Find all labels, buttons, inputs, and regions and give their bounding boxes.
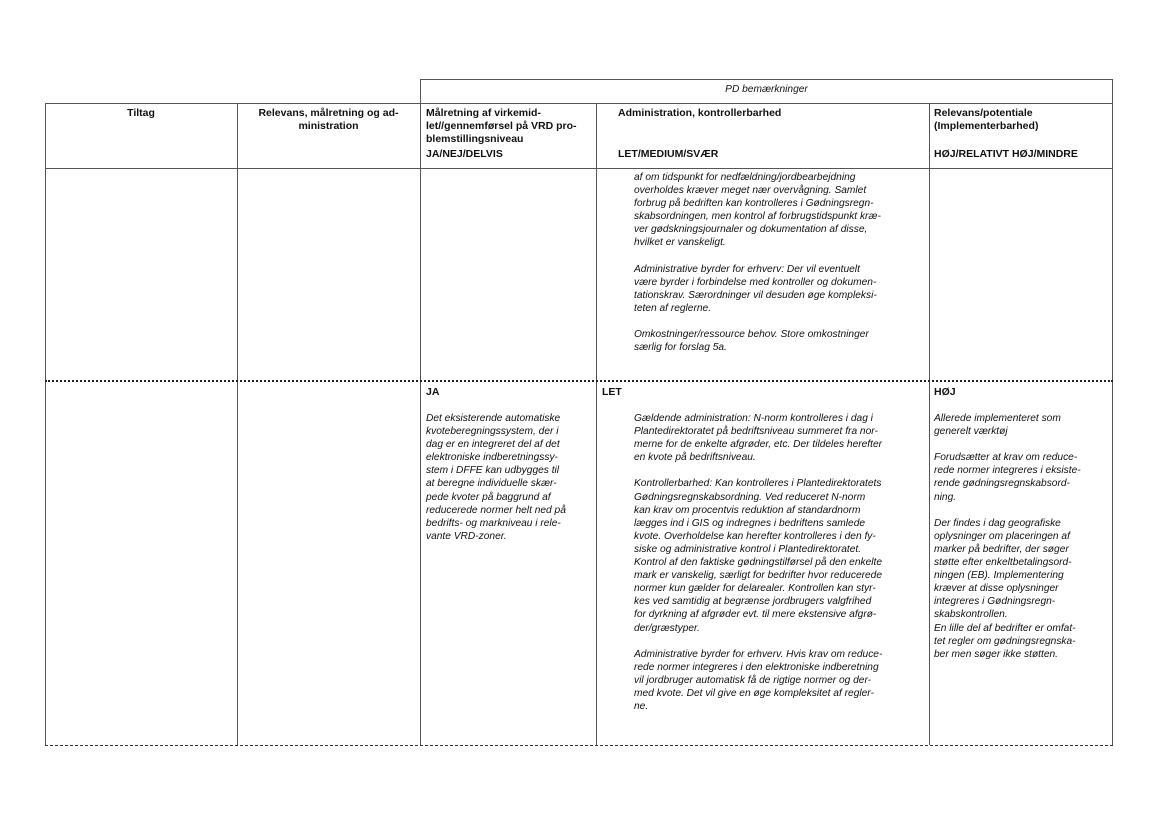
column-header-administration: Administration, kontrollerbarhed [618,107,782,119]
row1-administration-text: af om tidspunkt for nedfældning/jordbearbejdning overholdes kræver meget nær overvågning. Samlet forbrug på bedriften kan kontrolleres i Gødningsregn- skabsordningen, men kontrol af forbrugstidspunkt kræ- ver gødskningsjournaler og dokumentation af disse, hvilket er vanskeligt. Administrative byrder for erhverv: Der vil eventuelt være byrder i forbindelse med kontroller og dokumen- tationskrav. Særordninger vil desuden øge kompleksi- teten af reglerne. Omkostninger/ressource behov. Store omkostninger særlig for forslag 5a. [634,172,881,354]
table-left-border [45,103,46,745]
column-header-potentiale-scale: HØJ/RELATIVT HØJ/MINDRE [934,148,1078,160]
column-header-maalretning: Målretning af virkemid- let//gennemførsel på VRD pro- blemstillingsniveau [426,107,577,145]
row2-administration-value: LET [602,386,622,398]
column-divider-3 [596,103,597,745]
column-header-maalretning-scale: JA/NEJ/DELVIS [426,148,503,160]
row2-potentiale-value: HØJ [934,386,956,398]
table-bottom-border [45,745,1113,746]
group-header-pd-bemaerkninger: PD bemærkninger [725,84,808,95]
row2-administration-text: Gældende administration: N-norm kontrolleres i dag i Plantedirektoratet på bedriftsniveau summeret fra nor- merne for de enkelte afgrøder, etc. Der tildeles herefter en kvote på bedriftsniveau. Kontrollerbarhed: Kan kontrolleres i Plantedirektoratets Gødningsregnskabsordning. Ved reduceret N-norm kan krav om procentvis reduktion af standardnorm lægges ind i GIS og indregnes i bedriftens samlede kvote. Overholdelse kan herefter kontrolleres i den fy- siske og administrative kontrol i Plantedirektoratet. Kontrol af den faktiske gødningstilførsel på den enkelte mark er vanskelig, særligt for bedrifter hvor reducerede normer kun gælder for delarealer. Kontrollen kan styr- kes ved samtidig at begrænse jordbrugers valgfrihed for dyrkning af afgrøder evt. til mere ekstensive afgrø- der/græstyper. Administrative byrder for erhverv. Hvis krav om reduce- rede normer integreres i den elektroniske indberetning vil jordbruger automatisk få de rigtige normer og der- med kvote. Det vil give en øge kompleksitet af regler- ne. [634,413,883,713]
column-header-potentiale: Relevans/potentiale (Implementerbarhed) [934,107,1039,132]
row2-potentiale-text: Allerede implementeret som generelt værktøj Forudsætter at krav om reduce- rede normer integreres i eksiste- rende gødningsregnskabsord- ning. Der findes i dag geografiske oplysninger om placeringen af marker på bedrifter, der søger støtte efter enkeltbetalingsord- ningen (EB). Implementering kræver at disse oplysninger integreres i Gødningsregn- skabskontrollen. En lille del af bedrifter er omfat- tet regler om gødningsregnska- ber men søger ikke støtten. [934,413,1081,660]
column-divider-1 [237,103,238,745]
column-header-tiltag: Tiltag [127,107,155,119]
row-divider [45,380,1113,382]
row2-maalretning-value: JA [426,386,440,398]
header-bottom-border [45,168,1113,169]
column-header-administration-scale: LET/MEDIUM/SVÆR [618,148,719,160]
column-divider-4 [929,103,930,745]
column-divider-2 [420,79,421,745]
row2-maalretning-text: Det eksisterende automatiske kvoteberegningssystem, der i dag er en integreret del af det elektroniske indberetningssy- stem i DFFE kan udbygges til at beregne individuelle skær- pede kvoter på baggrund af reducerede normer helt ned på bedrifts- og markniveau i rele- vante VRD-zoner. [426,413,566,542]
table-top-border [420,79,1113,80]
table-right-border [1112,79,1113,745]
header-top-border [45,103,1113,104]
column-header-relevans: Relevans, målretning og ad- ministration [258,107,399,132]
